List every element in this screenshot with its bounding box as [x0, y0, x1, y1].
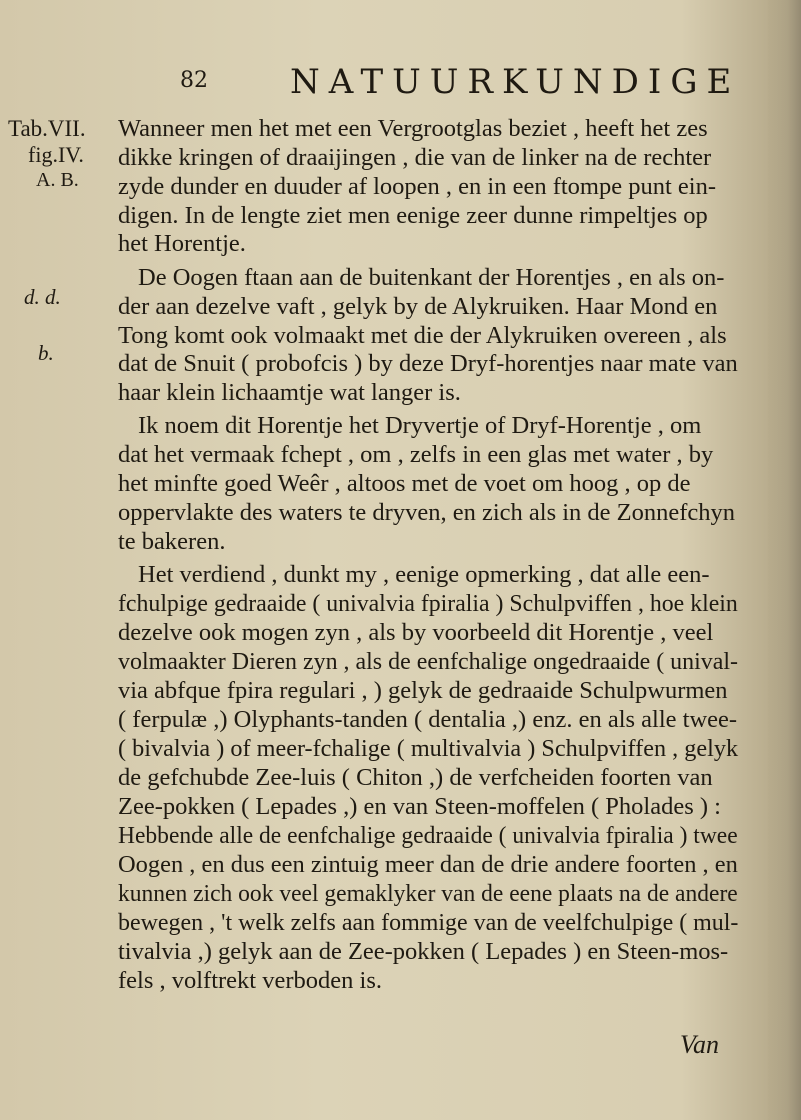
text-line: zyde dunder en duuder af loopen , en in een ftompe punt ein-	[118, 173, 717, 200]
text-line: dezelve ook mogen zyn , als by voorbeeld dit Horentje , veel	[118, 619, 714, 646]
text-line: oppervlakte des waters te dryven, en zich als in de Zonnefchyn	[118, 499, 736, 526]
text-line: Ik noem dit Horentje het Dryvertje of Dryf-Horentje , om	[138, 412, 702, 439]
running-header	[180, 62, 741, 102]
text-line: de gefchubde Zee-luis ( Chiton ,) de verfcheiden foorten van	[118, 764, 713, 791]
margin-note-figure: fig.IV.	[28, 142, 84, 167]
text-line: Tong komt ook volmaakt met die der Alykruiken overeen , als	[118, 322, 727, 349]
page-number: 82	[180, 68, 208, 93]
text-line: digen. In de lengte ziet men eenige zeer dunne rimpeltjes op	[118, 202, 708, 229]
text-line: tivalvia ,) gelyk aan de Zee-pokken ( Lepades ) en Steen-mos-	[118, 938, 729, 965]
text-line: ( bivalvia ) of meer-fchalige ( multivalvia ) Schulpviffen , gelyk	[118, 735, 739, 762]
text-line: Zee-pokken ( Lepades ,) en van Steen-moffelen ( Pholades ) :	[118, 793, 721, 820]
text-line: dat het vermaak fchept , om , zelfs in een glas met water , by	[118, 441, 714, 468]
text-line: haar klein lichaamtje wat langer is.	[118, 379, 461, 406]
text-line: kunnen zich ook veel gemaklyker van de eene plaats na de andere	[118, 880, 738, 907]
text-line: Oogen , en dus een zintuig meer dan de drie andere foorten , en	[118, 851, 738, 878]
text-line: dat de Snuit ( probofcis ) by deze Dryf-horentjes naar mate van	[118, 350, 738, 377]
text-line: het Horentje.	[118, 230, 246, 257]
text-line: volmaakter Dieren zyn , als de eenfchalige ongedraaide ( unival-	[118, 648, 739, 675]
text-line: De Oogen ftaan aan de buitenkant der Horentjes , en als on-	[138, 264, 725, 291]
text-line: via abfque fpira regulari , ) gelyk de gedraaide Schulpwurmen	[118, 677, 728, 704]
text-line: dikke kringen of draaijingen , die van de linker na de rechter	[118, 144, 712, 171]
text-line: fchulpige gedraaide ( univalvia fpiralia ) Schulpviffen , hoe klein	[118, 590, 738, 617]
text-line: fels , volftrekt verboden is.	[118, 967, 382, 994]
text-line: der aan dezelve vaft , gelyk by de Alykruiken. Haar Mond en	[118, 293, 718, 320]
margin-note-plate: Tab.VII.	[8, 116, 86, 141]
text-line: Het verdiend , dunkt my , eenige opmerking , dat alle een-	[138, 561, 710, 588]
text-line: Wanneer men het met een Vergrootglas beziet , heeft het zes	[118, 115, 708, 142]
catchword: Van	[680, 1030, 719, 1059]
text-line: te bakeren.	[118, 528, 226, 555]
margin-note-letters-dd: d. d.	[24, 285, 61, 309]
text-line: Hebbende alle de eenfchalige gedraaide ( univalvia fpiralia ) twee	[118, 822, 738, 849]
text-line: ( ferpulæ ,) Olyphants-tanden ( dentalia ,) enz. en als alle twee-	[118, 706, 738, 733]
running-title: NATUURKUNDIGE	[290, 62, 741, 102]
page-edge-shadow	[767, 0, 801, 1120]
margin-note-letter-b: b.	[38, 341, 54, 365]
margin-note-letters-ab: A. B.	[36, 169, 79, 191]
text-line: bewegen , 't welk zelfs aan fommige van de veelfchulpige ( mul-	[118, 909, 739, 936]
text-line: het minfte goed Weêr , altoos met de voet om hoog , op de	[118, 470, 691, 497]
